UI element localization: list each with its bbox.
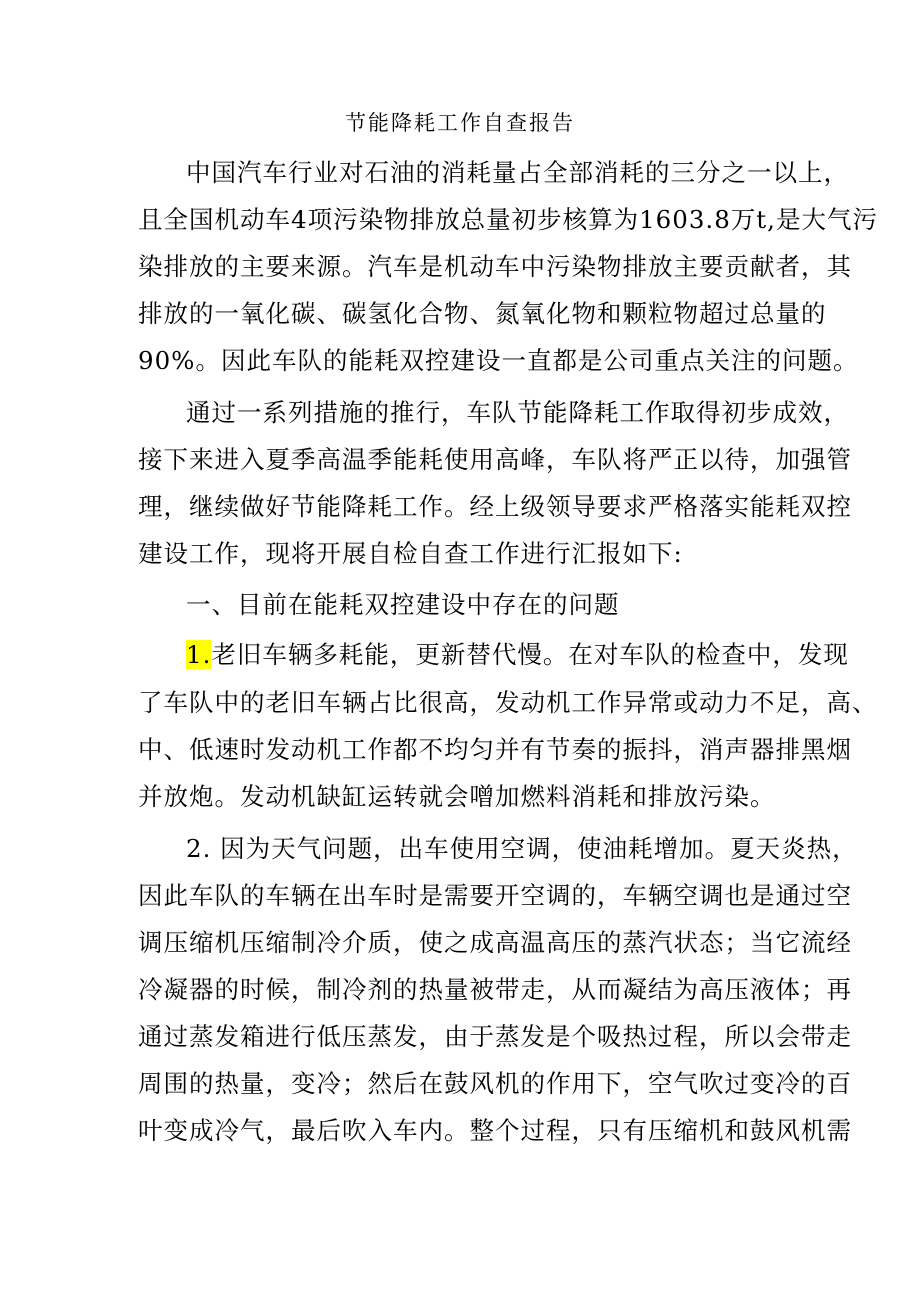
paragraph-line: 中、低速时发动机工作都不均匀并有节奏的振抖，消声器排黑烟 [138, 735, 852, 764]
item-1-text: 老旧车辆多耗能，更新替代慢。在对车队的检查中，发现 [211, 640, 849, 669]
section-heading: 一、目前在能耗双控建设中存在的问题 [186, 590, 620, 619]
paragraph-line: 通过一系列措施的推行，车队节能降耗工作取得初步成效， [186, 398, 849, 427]
item-2-first-line: 2. 因为天气问题，出车使用空调，使油耗增加。夏天炎热， [186, 834, 858, 863]
paragraph-line: 建设工作，现将开展自检自查工作进行汇报如下: [138, 539, 683, 568]
paragraph-line: 调压缩机压缩制冷介质，使之成高温高压的蒸汽状态；当它流经 [138, 928, 852, 957]
paragraph-line: 排放的一氧化碳、碳氢化合物、氮氧化物和颗粒物超过总量的 [138, 299, 827, 328]
paragraph-line: 且全国机动车4项污染物排放总量初步核算为1603.8万t,是大气污 [138, 205, 878, 234]
paragraph-line: 中国汽车行业对石油的消耗量占全部消耗的三分之一以上， [186, 158, 849, 187]
paragraph-line: 理，继续做好节能降耗工作。经上级领导要求严格落实能耗双控 [138, 492, 852, 521]
paragraph-line: 了车队中的老旧车辆占比很高，发动机工作异常或动力不足，高、 [138, 688, 878, 717]
paragraph-line: 并放炮。发动机缺缸运转就会噌加燃料消耗和排放污染。 [138, 782, 776, 811]
paragraph-line: 周围的热量，变冷；然后在鼓风机的作用下，空气吹过变冷的百 [138, 1069, 852, 1098]
paragraph-line: 90%。因此车队的能耗双控建设一直都是公司重点关注的问题。 [138, 346, 859, 375]
paragraph-line: 冷凝器的时候，制冷剂的热量被带走，从而凝结为高压液体；再 [138, 975, 852, 1004]
paragraph-line: 叶变成冷气，最后吹入车内。整个过程，只有压缩机和鼓风机需 [138, 1116, 852, 1145]
highlighted-item-number: 1. [186, 640, 212, 669]
paragraph-line: 因此车队的车辆在出车时是需要开空调的，车辆空调也是通过空 [138, 881, 852, 910]
item-1-first-line [186, 638, 849, 672]
paragraph-line: 通过蒸发箱进行低压蒸发，由于蒸发是个吸热过程，所以会带走 [138, 1022, 852, 1051]
paragraph-line: 接下来进入夏季高温季能耗使用高峰，车队将严正以待，加强管 [138, 445, 852, 474]
document-title: 节能降耗工作自查报告 [345, 111, 575, 135]
paragraph-line: 染排放的主要来源。汽车是机动车中污染物排放主要贡献者，其 [138, 252, 852, 281]
